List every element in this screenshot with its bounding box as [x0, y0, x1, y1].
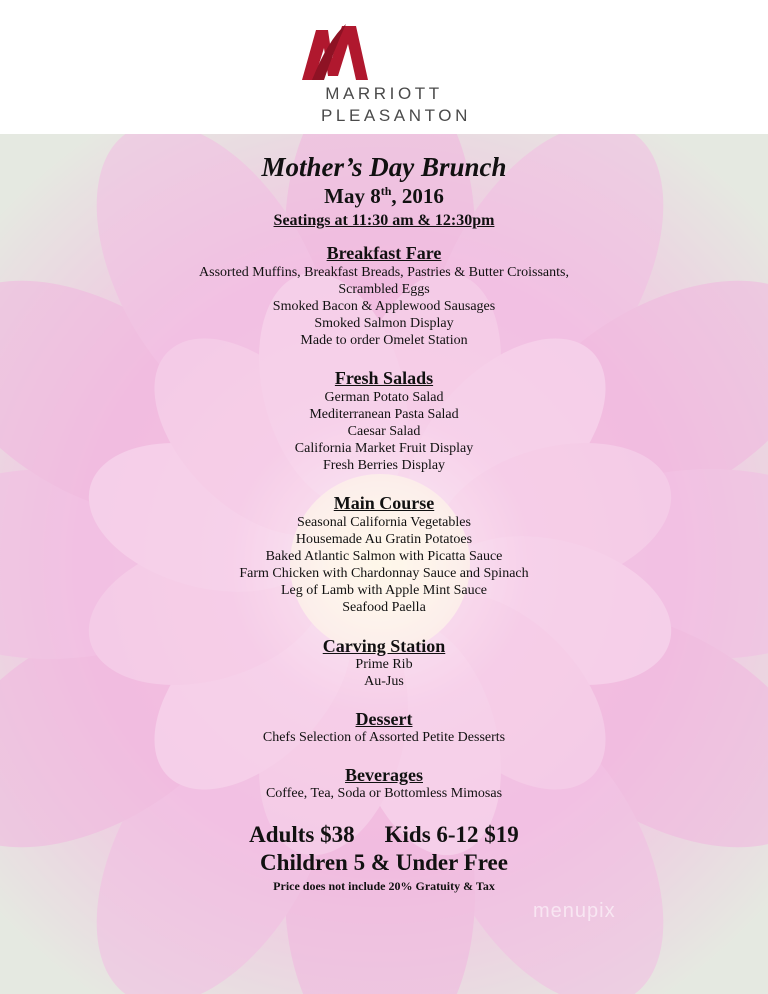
section-heading: Beverages — [345, 765, 423, 785]
menu-item: Caesar Salad — [347, 424, 421, 439]
menu-item: Smoked Salmon Display — [314, 316, 454, 331]
menu-item: Made to order Omelet Station — [300, 333, 468, 348]
children-price: Children 5 & Under Free — [260, 850, 508, 875]
menu-item: Smoked Bacon & Applewood Sausages — [272, 299, 496, 314]
brand-location: PLEASANTON — [320, 106, 471, 125]
section-heading: Breakfast Fare — [326, 243, 442, 263]
kids-price: Kids 6-12 $19 — [384, 822, 519, 847]
menu-item: Baked Atlantic Salmon with Picatta Sauce — [265, 549, 503, 564]
section-heading: Main Course — [333, 493, 435, 513]
section-heading: Carving Station — [322, 636, 446, 656]
section-heading: Fresh Salads — [334, 368, 434, 388]
menu-item: Seafood Paella — [342, 600, 426, 615]
menu-item: Leg of Lamb with Apple Mint Sauce — [280, 583, 488, 598]
menu-item: California Market Fruit Display — [294, 441, 474, 456]
menu-item: Fresh Berries Display — [322, 458, 446, 473]
watermark-text: menupix — [533, 900, 616, 922]
brand-name: MARRIOTT — [325, 84, 443, 103]
menu-item: German Potato Salad — [324, 390, 444, 405]
menu-item: Chefs Selection of Assorted Petite Desserts — [262, 730, 506, 745]
menu-item: Coffee, Tea, Soda or Bottomless Mimosas — [265, 786, 503, 801]
menu-item: Au-Jus — [364, 674, 404, 689]
menu-item: Scrambled Eggs — [338, 282, 430, 297]
seating-times: Seatings at 11:30 am & 12:30pm — [273, 212, 495, 229]
hotel-header — [0, 0, 768, 134]
price-disclaimer: Price does not include 20% Gratuity & Tax — [273, 879, 495, 893]
event-date: May 8th, 2016 — [324, 184, 444, 208]
adult-price: Adults $38 — [249, 822, 355, 847]
menu-item: Farm Chicken with Chardonnay Sauce and Spinach — [239, 566, 529, 581]
menu-item: Housemade Au Gratin Potatoes — [295, 532, 473, 547]
menu-item: Assorted Muffins, Breakfast Breads, Pastries & Butter Croissants, — [199, 265, 569, 280]
menu-item: Mediterranean Pasta Salad — [309, 407, 459, 422]
menu-item: Prime Rib — [355, 657, 413, 672]
section-heading: Dessert — [355, 709, 413, 729]
menu-item: Seasonal California Vegetables — [297, 515, 471, 530]
menu-title: Mother’s Day Brunch — [261, 152, 507, 182]
price-line — [0, 822, 768, 848]
marriott-logo-icon — [298, 20, 376, 82]
